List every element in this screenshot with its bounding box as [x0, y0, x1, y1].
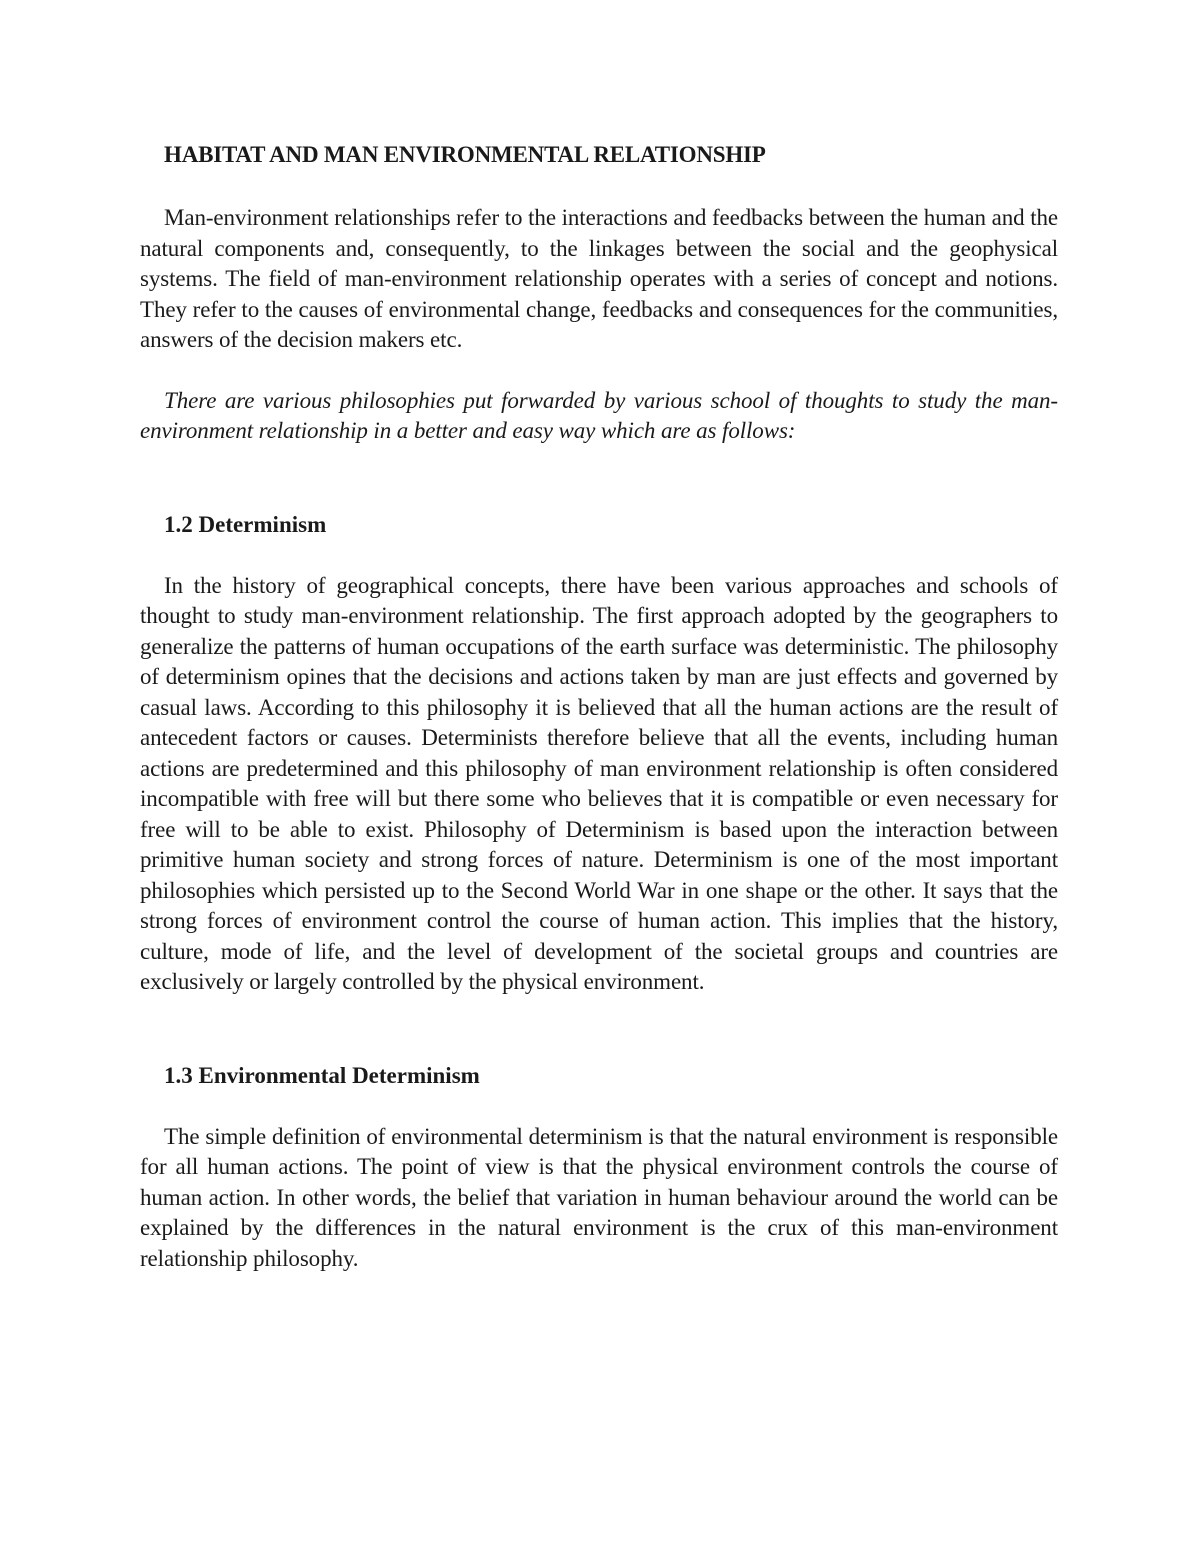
philosophies-intro-paragraph: There are various philosophies put forwarded by various school of thoughts to study the man-environment relationship in a better and easy way which are as follows:: [140, 387, 1058, 443]
environmental-determinism-paragraph: The simple definition of environmental determinism is that the natural environment is responsible for all human actions. The point of view is that the physical environment controls the course of human action. In other words, the belief that variation in human behaviour around the world can be explained by the differences in the natural environment is the crux of this man-environment relationship philosophy.: [140, 1123, 1058, 1271]
section-heading-determinism: 1.2 Determinism: [164, 511, 327, 537]
intro-paragraph: Man-environment relationships refer to the interactions and feedbacks between the human and the natural components and, consequently, to the linkages between the social and the geophysical systems. The field of man-environment relationship operates with a series of concept and notions. They refer to the causes of environmental change, feedbacks and consequences for the communities, answers of the decision makers etc.: [140, 205, 1058, 352]
document-page: [140, 140, 1058, 1274]
determinism-paragraph: In the history of geographical concepts, there have been various approaches and schools of thought to study man-environment relationship. The first approach adopted by the geographers to generalize the patterns of human occupations of the earth surface was deterministic. The philosophy of determinism opines that the decisions and actions taken by man are just effects and governed by casual laws. According to this philosophy it is believed that all the human actions are the result of antecedent factors or causes. Determinists therefore believe that all the events, including human actions are predetermined and this philosophy of man environment relationship is often considered incompatible with free will but there some who believes that it is compatible or even necessary for free will to be able to exist. Philosophy of Determinism is based upon the interaction between primitive human society and strong forces of nature. Determinism is one of the most important philosophies which persisted up to the Second World War in one shape or the other. It says that the strong forces of environment control the course of human action. This implies that the history, culture, mode of life, and the level of development of the societal groups and countries are exclusively or largely controlled by the physical environment.: [140, 572, 1058, 994]
section-heading-environmental-determinism: 1.3 Environmental Determinism: [164, 1062, 480, 1088]
document-title: HABITAT AND MAN ENVIRONMENTAL RELATIONSHIP: [164, 142, 766, 167]
